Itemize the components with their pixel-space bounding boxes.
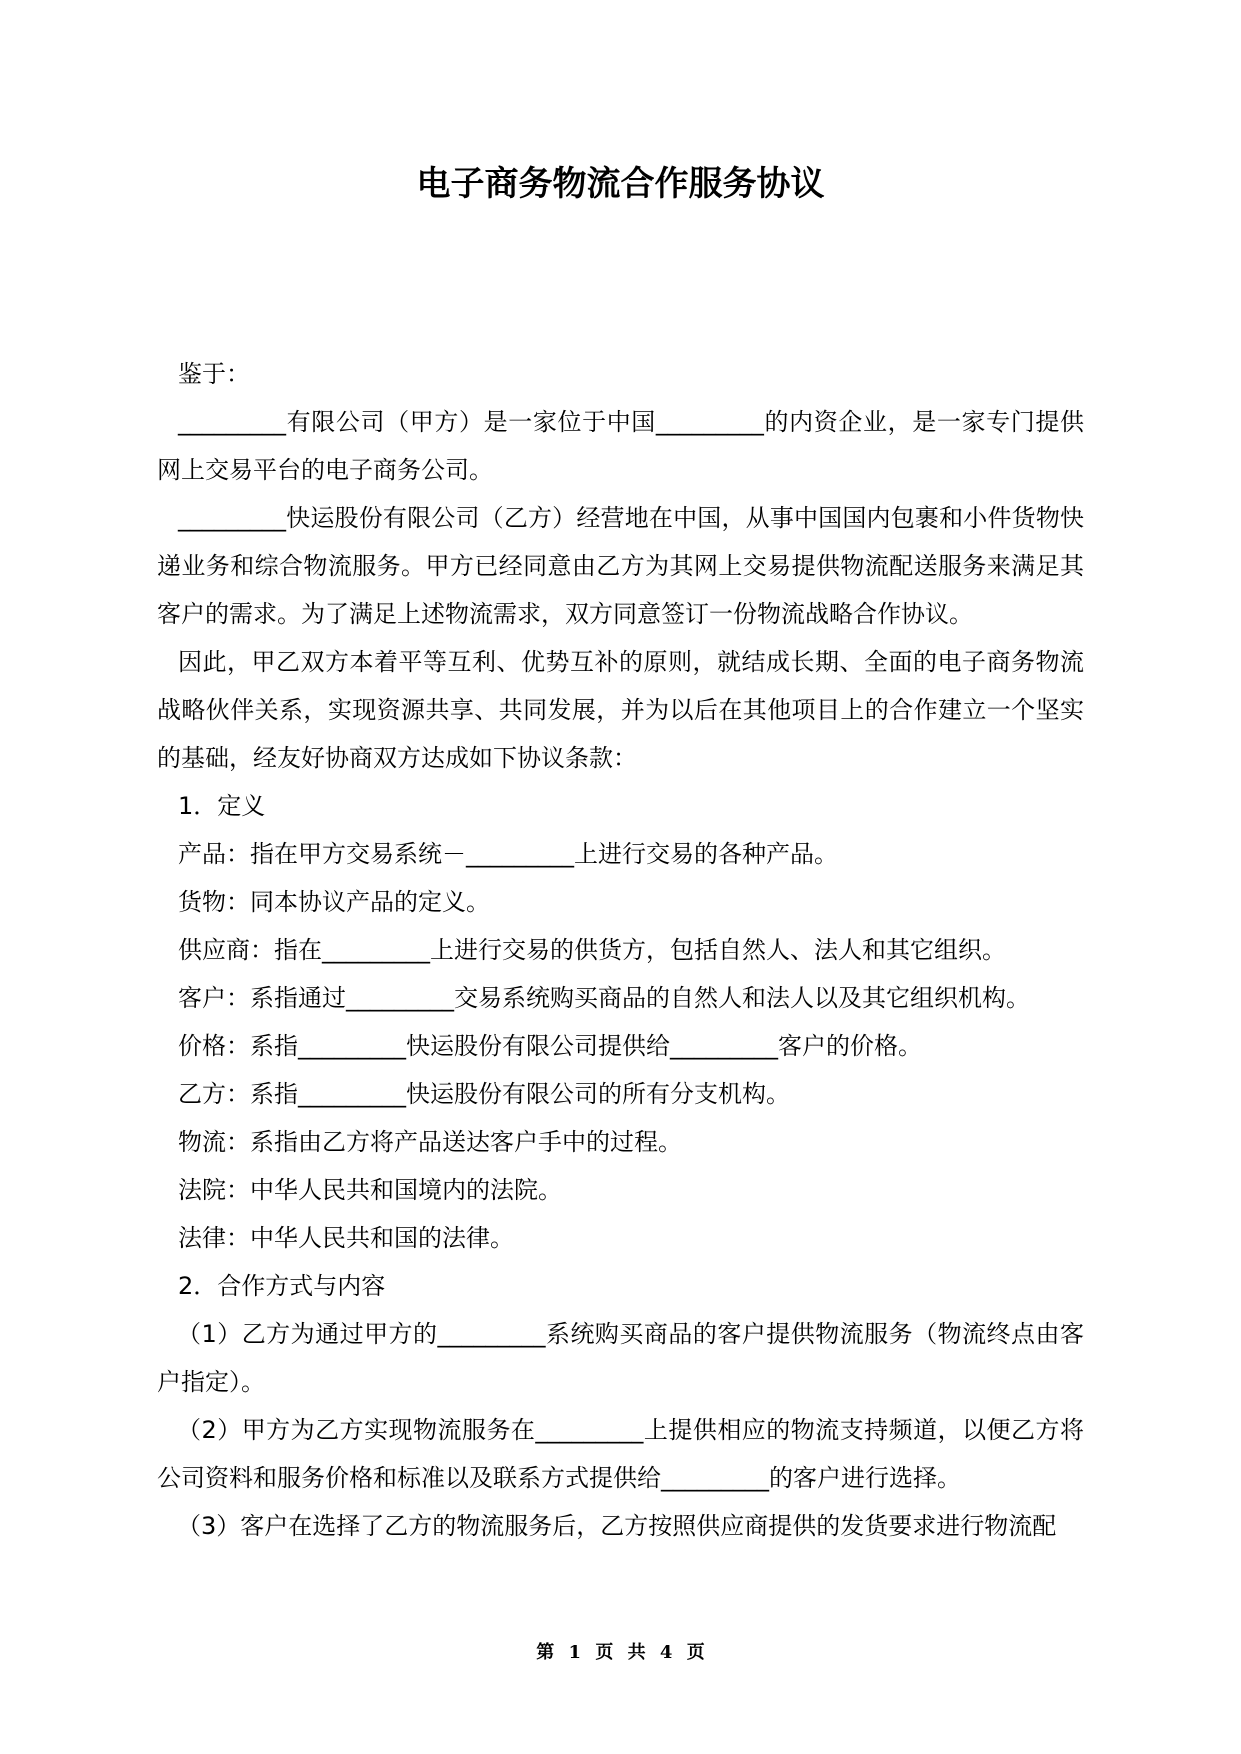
definition-price: 价格：系指_________快运股份有限公司提供给_________客户的价格。 — [178, 1032, 922, 1060]
definition-supplier: 供应商：指在_________上进行交易的供货方，包括自然人、法人和其它组织。 — [178, 936, 1006, 964]
definition-logistics: 物流：系指由乙方将产品送达客户手中的过程。 — [178, 1128, 682, 1156]
paragraph-party-a: _________有限公司（甲方）是一家位于中国_________的内资企业，是一家专门提供网上交易平台的电子商务公司。 — [157, 408, 1084, 484]
definition-court: 法院：中华人民共和国境内的法院。 — [178, 1176, 562, 1204]
paragraph-party-b: _________快运股份有限公司（乙方）经营地在中国，从事中国国内包裹和小件货物快递业务和综合物流服务。甲方已经同意由乙方为其网上交易提供物流配送服务来满足其客户的需求。为了满足上述物流需求，双方同意签订一份物流战略合作协议。 — [157, 504, 1084, 628]
page-number: 1 — [568, 1642, 582, 1663]
footer-label-di: 第 — [536, 1642, 555, 1663]
footer-label-ye: 页 — [595, 1642, 614, 1663]
clause-2-1: （1）乙方为通过甲方的_________系统购买商品的客户提供物流服务（物流终点由客户指定）。 — [157, 1320, 1084, 1396]
document-body — [157, 350, 1084, 1550]
clause-2-2: （2）甲方为乙方实现物流服务在_________上提供相应的物流支持频道，以便乙方将公司资料和服务价格和标准以及联系方式提供给_________的客户进行选择。 — [157, 1416, 1084, 1492]
paragraph-therefore: 因此，甲乙双方本着平等互利、优势互补的原则，就结成长期、全面的电子商务物流战略伙伴关系，实现资源共享、共同发展，并为以后在其他项目上的合作建立一个坚实的基础，经友好协商双方达成如下协议条款： — [157, 648, 1084, 772]
definition-product: 产品：指在甲方交易系统－_________上进行交易的各种产品。 — [178, 840, 838, 868]
footer-label-ye2: 页 — [686, 1642, 705, 1663]
section-heading-cooperation: 2．合作方式与内容 — [178, 1272, 386, 1300]
footer-label-gong: 共 — [627, 1642, 646, 1663]
total-pages: 4 — [659, 1642, 673, 1663]
section-heading-definitions: 1．定义 — [178, 792, 266, 820]
definition-party-b: 乙方：系指_________快运股份有限公司的所有分支机构。 — [178, 1080, 790, 1108]
page-footer — [0, 1638, 1241, 1664]
definition-law: 法律：中华人民共和国的法律。 — [178, 1224, 514, 1252]
definition-customer: 客户：系指通过_________交易系统购买商品的自然人和法人以及其它组织机构。 — [178, 984, 1030, 1012]
definition-goods: 货物：同本协议产品的定义。 — [178, 888, 490, 916]
clause-2-3: （3）客户在选择了乙方的物流服务后，乙方按照供应商提供的发货要求进行物流配 — [177, 1512, 1057, 1540]
paragraph-whereas: 鉴于： — [178, 360, 250, 388]
document-title: 电子商务物流合作服务协议 — [416, 164, 825, 204]
